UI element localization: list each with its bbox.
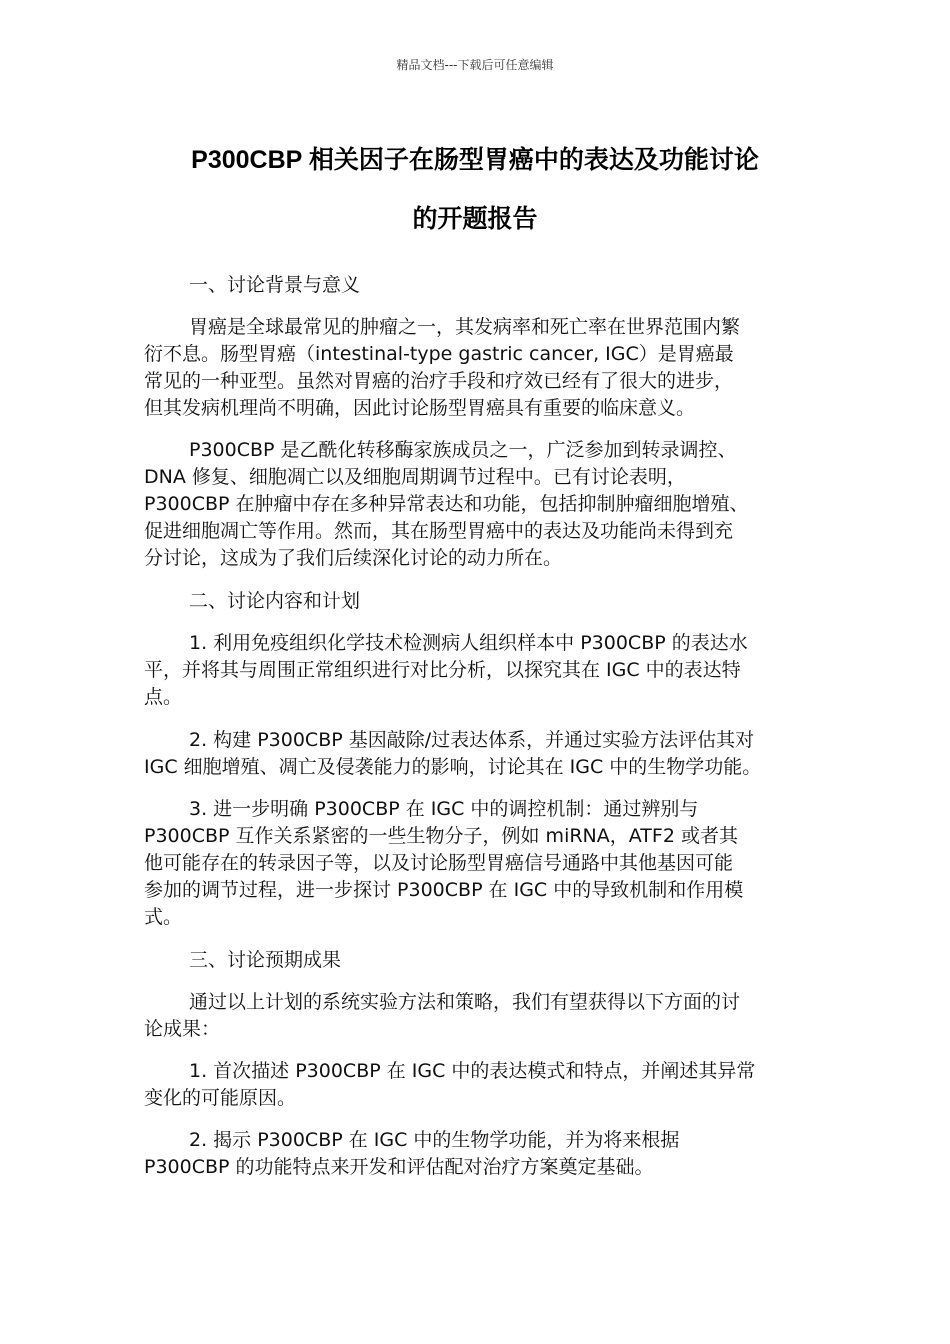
section-2-heading: 二、讨论内容和计划 — [189, 590, 361, 612]
plan-item-2: 2. 构建 P300CBP 基因敲除/过表达体系，并通过实验方法评估其对 IGC 细胞增殖、凋亡及侵袭能力的影响，讨论其在 IGC 中的生物学功能。 — [144, 729, 762, 778]
section-1-heading: 一、讨论背景与意义 — [189, 274, 361, 296]
plan-item-1: 1. 利用免疫组织化学技术检测病人组织样本中 P300CBP 的表达水 平，并将其与周围正常组织进行对比分析，以探究其在 IGC 中的表达特 点。 — [144, 632, 748, 708]
document-title-line-1: P300CBP 相关因子在肠型胃癌中的表达及功能讨论 — [191, 146, 759, 174]
section-3-heading: 三、讨论预期成果 — [189, 949, 342, 971]
plan-item-3: 3. 进一步明确 P300CBP 在 IGC 中的调控机制：通过辨别与 P300CBP 互作关系紧密的一些生物分子，例如 miRNA，ATF2 或者其 他可能存在的转录因子等，以及讨论肠型胃癌信号通路中其他基因可能 参加的调节过程，进一步探讨 P300CBP 在 IGC 中的导致机制和作用模 式。 — [144, 798, 744, 928]
result-item-2: 2. 揭示 P300CBP 在 IGC 中的生物学功能，并为将来根据 P300CBP 的功能特点来开发和评估配对治疗方案奠定基础。 — [144, 1129, 680, 1178]
p300cbp-paragraph: P300CBP 是乙酰化转移酶家族成员之一，广泛参加到转录调控、 DNA 修复、细胞凋亡以及细胞周期调节过程中。已有讨论表明， P300CBP 在肿瘤中存在多种异常表达和功能，包括抑制肿瘤细胞增殖、 促进细胞凋亡等作用。然而，其在肠型胃癌中的表达及功能尚未得到充 分讨论，这成为了我们后续深化讨论的动力所在。 — [144, 439, 749, 569]
result-item-1: 1. 首次描述 P300CBP 在 IGC 中的表达模式和特点，并阐述其异常 变化的可能原因。 — [144, 1060, 756, 1109]
header-note: 精品文档---下载后可任意编辑 — [396, 58, 554, 72]
background-paragraph: 胃癌是全球最常见的肿瘤之一，其发病率和死亡率在世界范围内繁 衍不息。肠型胃癌（intestinal-type gastric cancer, IGC）是胃癌最 常见的一种亚型。虽然对胃癌的治疗手段和疗效已经有了很大的进步， 但其发病机理尚不明确，因此讨论肠型胃癌具有重要的临床意义。 — [144, 316, 741, 419]
document-title-line-2: 的开题报告 — [412, 205, 538, 233]
expected-results-intro: 通过以上计划的系统实验方法和策略，我们有望获得以下方面的讨 论成果： — [144, 991, 741, 1040]
